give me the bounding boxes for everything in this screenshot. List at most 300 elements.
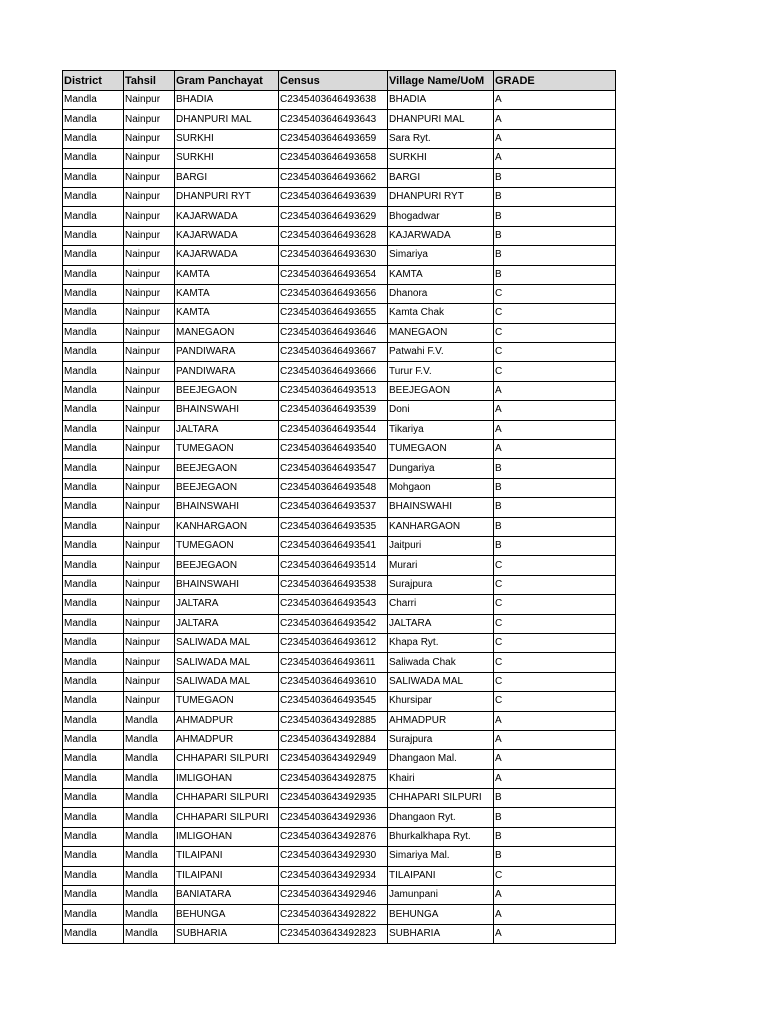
cell-grade: C — [494, 866, 616, 885]
cell-census: C2345403646493539 — [279, 401, 388, 420]
table-row — [63, 498, 616, 517]
cell-census: C2345403643492935 — [279, 789, 388, 808]
cell-tahsil: Nainpur — [124, 110, 175, 129]
table-body — [63, 91, 616, 944]
cell-tahsil: Nainpur — [124, 420, 175, 439]
cell-tahsil: Mandla — [124, 750, 175, 769]
cell-census: C2345403646493535 — [279, 517, 388, 536]
cell-village-name: Jaitpuri — [388, 536, 494, 555]
cell-grade: A — [494, 129, 616, 148]
cell-grade: C — [494, 614, 616, 633]
cell-grade: B — [494, 478, 616, 497]
cell-village-name: Kamta Chak — [388, 304, 494, 323]
cell-tahsil: Nainpur — [124, 440, 175, 459]
header-census: Census — [279, 71, 388, 91]
cell-census: C2345403646493513 — [279, 381, 388, 400]
cell-gram-panchayat: MANEGAON — [175, 323, 279, 342]
header-gram-panchayat: Gram Panchayat — [175, 71, 279, 91]
cell-tahsil: Nainpur — [124, 246, 175, 265]
cell-tahsil: Nainpur — [124, 633, 175, 652]
cell-district: Mandla — [63, 575, 124, 594]
cell-census: C2345403643492876 — [279, 827, 388, 846]
table-row — [63, 420, 616, 439]
cell-gram-panchayat: DHANPURI MAL — [175, 110, 279, 129]
cell-tahsil: Nainpur — [124, 91, 175, 110]
cell-tahsil: Nainpur — [124, 498, 175, 517]
cell-gram-panchayat: BEEJEGAON — [175, 381, 279, 400]
cell-grade: A — [494, 420, 616, 439]
cell-gram-panchayat: SALIWADA MAL — [175, 672, 279, 691]
cell-district: Mandla — [63, 905, 124, 924]
cell-grade: C — [494, 343, 616, 362]
cell-village-name: TUMEGAON — [388, 440, 494, 459]
cell-village-name: Doni — [388, 401, 494, 420]
cell-village-name: BHAINSWAHI — [388, 498, 494, 517]
cell-gram-panchayat: BANIATARA — [175, 886, 279, 905]
cell-tahsil: Nainpur — [124, 653, 175, 672]
cell-census: C2345403643492823 — [279, 924, 388, 943]
cell-gram-panchayat: KAJARWADA — [175, 246, 279, 265]
cell-census: C2345403643492946 — [279, 886, 388, 905]
cell-gram-panchayat: JALTARA — [175, 420, 279, 439]
header-district: District — [63, 71, 124, 91]
cell-district: Mandla — [63, 827, 124, 846]
cell-village-name: Surajpura — [388, 575, 494, 594]
cell-gram-panchayat: BEHUNGA — [175, 905, 279, 924]
cell-tahsil: Nainpur — [124, 692, 175, 711]
cell-tahsil: Mandla — [124, 886, 175, 905]
cell-district: Mandla — [63, 284, 124, 303]
cell-village-name: DHANPURI MAL — [388, 110, 494, 129]
cell-gram-panchayat: BEEJEGAON — [175, 459, 279, 478]
table-row — [63, 827, 616, 846]
cell-village-name: TILAIPANI — [388, 866, 494, 885]
cell-gram-panchayat: KAMTA — [175, 304, 279, 323]
cell-grade: B — [494, 498, 616, 517]
cell-gram-panchayat: CHHAPARI SILPURI — [175, 808, 279, 827]
cell-census: C2345403646493628 — [279, 226, 388, 245]
header-tahsil: Tahsil — [124, 71, 175, 91]
cell-village-name: Surajpura — [388, 730, 494, 749]
table-row — [63, 401, 616, 420]
cell-district: Mandla — [63, 129, 124, 148]
cell-district: Mandla — [63, 478, 124, 497]
cell-village-name: Dhanora — [388, 284, 494, 303]
cell-gram-panchayat: KAMTA — [175, 265, 279, 284]
cell-district: Mandla — [63, 556, 124, 575]
cell-grade: C — [494, 653, 616, 672]
cell-census: C2345403646493537 — [279, 498, 388, 517]
table-row — [63, 91, 616, 110]
cell-tahsil: Mandla — [124, 730, 175, 749]
cell-grade: A — [494, 149, 616, 168]
table-row — [63, 246, 616, 265]
cell-gram-panchayat: KAMTA — [175, 284, 279, 303]
cell-district: Mandla — [63, 304, 124, 323]
header-village-name: Village Name/UoM — [388, 71, 494, 91]
cell-village-name: CHHAPARI SILPURI — [388, 789, 494, 808]
cell-tahsil: Nainpur — [124, 401, 175, 420]
cell-census: C2345403646493666 — [279, 362, 388, 381]
cell-district: Mandla — [63, 517, 124, 536]
cell-grade: B — [494, 168, 616, 187]
cell-district: Mandla — [63, 343, 124, 362]
cell-tahsil: Mandla — [124, 789, 175, 808]
table-row — [63, 789, 616, 808]
cell-grade: B — [494, 265, 616, 284]
cell-gram-panchayat: TILAIPANI — [175, 866, 279, 885]
table-row — [63, 440, 616, 459]
table-row — [63, 459, 616, 478]
cell-district: Mandla — [63, 692, 124, 711]
cell-grade: B — [494, 459, 616, 478]
cell-village-name: Khapa Ryt. — [388, 633, 494, 652]
cell-grade: C — [494, 595, 616, 614]
table-row — [63, 614, 616, 633]
cell-census: C2345403646493638 — [279, 91, 388, 110]
cell-tahsil: Mandla — [124, 905, 175, 924]
cell-district: Mandla — [63, 789, 124, 808]
cell-census: C2345403646493548 — [279, 478, 388, 497]
cell-gram-panchayat: SUBHARIA — [175, 924, 279, 943]
table-row — [63, 886, 616, 905]
cell-tahsil: Nainpur — [124, 672, 175, 691]
cell-village-name: Murari — [388, 556, 494, 575]
cell-tahsil: Nainpur — [124, 323, 175, 342]
cell-gram-panchayat: CHHAPARI SILPURI — [175, 789, 279, 808]
cell-village-name: Dungariya — [388, 459, 494, 478]
cell-gram-panchayat: BEEJEGAON — [175, 556, 279, 575]
table-row — [63, 808, 616, 827]
cell-gram-panchayat: JALTARA — [175, 614, 279, 633]
table-row — [63, 478, 616, 497]
cell-tahsil: Nainpur — [124, 575, 175, 594]
cell-census: C2345403646493547 — [279, 459, 388, 478]
cell-village-name: Khairi — [388, 769, 494, 788]
cell-village-name: SUBHARIA — [388, 924, 494, 943]
cell-village-name: BEHUNGA — [388, 905, 494, 924]
table-row — [63, 653, 616, 672]
cell-district: Mandla — [63, 401, 124, 420]
cell-grade: A — [494, 905, 616, 924]
cell-district: Mandla — [63, 595, 124, 614]
table-row — [63, 595, 616, 614]
header-row — [63, 71, 616, 91]
cell-gram-panchayat: KAJARWADA — [175, 226, 279, 245]
cell-grade: B — [494, 536, 616, 555]
cell-census: C2345403643492930 — [279, 847, 388, 866]
cell-village-name: Charri — [388, 595, 494, 614]
cell-gram-panchayat: TUMEGAON — [175, 440, 279, 459]
cell-gram-panchayat: KAJARWADA — [175, 207, 279, 226]
cell-grade: A — [494, 381, 616, 400]
cell-tahsil: Mandla — [124, 866, 175, 885]
cell-village-name: Mohgaon — [388, 478, 494, 497]
cell-village-name: Tikariya — [388, 420, 494, 439]
cell-tahsil: Nainpur — [124, 381, 175, 400]
cell-grade: A — [494, 91, 616, 110]
cell-village-name: Turur F.V. — [388, 362, 494, 381]
cell-grade: C — [494, 633, 616, 652]
cell-tahsil: Nainpur — [124, 595, 175, 614]
cell-grade: C — [494, 692, 616, 711]
cell-village-name: Bhogadwar — [388, 207, 494, 226]
cell-grade: B — [494, 789, 616, 808]
table-row — [63, 149, 616, 168]
cell-grade: A — [494, 440, 616, 459]
cell-district: Mandla — [63, 265, 124, 284]
cell-tahsil: Nainpur — [124, 536, 175, 555]
cell-village-name: Dhangaon Ryt. — [388, 808, 494, 827]
cell-tahsil: Mandla — [124, 808, 175, 827]
table-row — [63, 556, 616, 575]
cell-gram-panchayat: DHANPURI RYT — [175, 187, 279, 206]
cell-village-name: KAMTA — [388, 265, 494, 284]
cell-gram-panchayat: SALIWADA MAL — [175, 633, 279, 652]
cell-grade: B — [494, 187, 616, 206]
cell-district: Mandla — [63, 808, 124, 827]
cell-village-name: MANEGAON — [388, 323, 494, 342]
header-grade: GRADE — [494, 71, 616, 91]
table-row — [63, 672, 616, 691]
cell-census: C2345403646493629 — [279, 207, 388, 226]
cell-census: C2345403643492936 — [279, 808, 388, 827]
cell-district: Mandla — [63, 110, 124, 129]
table-row — [63, 168, 616, 187]
cell-gram-panchayat: AHMADPUR — [175, 730, 279, 749]
cell-village-name: KANHARGAON — [388, 517, 494, 536]
cell-grade: C — [494, 575, 616, 594]
cell-grade: C — [494, 672, 616, 691]
cell-gram-panchayat: CHHAPARI SILPURI — [175, 750, 279, 769]
cell-district: Mandla — [63, 207, 124, 226]
cell-gram-panchayat: KANHARGAON — [175, 517, 279, 536]
cell-tahsil: Mandla — [124, 847, 175, 866]
table-row — [63, 381, 616, 400]
cell-grade: B — [494, 847, 616, 866]
cell-grade: A — [494, 711, 616, 730]
table-row — [63, 226, 616, 245]
cell-district: Mandla — [63, 498, 124, 517]
cell-gram-panchayat: BHAINSWAHI — [175, 498, 279, 517]
cell-gram-panchayat: BHAINSWAHI — [175, 575, 279, 594]
cell-grade: B — [494, 827, 616, 846]
cell-census: C2345403646493514 — [279, 556, 388, 575]
cell-district: Mandla — [63, 323, 124, 342]
table-row — [63, 905, 616, 924]
table-row — [63, 536, 616, 555]
cell-village-name: Bhurkalkhapa Ryt. — [388, 827, 494, 846]
cell-census: C2345403646493541 — [279, 536, 388, 555]
cell-grade: A — [494, 750, 616, 769]
cell-grade: C — [494, 362, 616, 381]
cell-village-name: AHMADPUR — [388, 711, 494, 730]
cell-gram-panchayat: BEEJEGAON — [175, 478, 279, 497]
cell-district: Mandla — [63, 226, 124, 245]
cell-tahsil: Nainpur — [124, 226, 175, 245]
cell-district: Mandla — [63, 536, 124, 555]
cell-gram-panchayat: BHADIA — [175, 91, 279, 110]
table-row — [63, 692, 616, 711]
cell-grade: C — [494, 323, 616, 342]
cell-district: Mandla — [63, 149, 124, 168]
cell-tahsil: Nainpur — [124, 187, 175, 206]
cell-village-name: SURKHI — [388, 149, 494, 168]
cell-census: C2345403646493542 — [279, 614, 388, 633]
cell-village-name: KAJARWADA — [388, 226, 494, 245]
cell-grade: A — [494, 924, 616, 943]
cell-census: C2345403643492884 — [279, 730, 388, 749]
cell-grade: A — [494, 401, 616, 420]
cell-district: Mandla — [63, 459, 124, 478]
cell-district: Mandla — [63, 711, 124, 730]
cell-district: Mandla — [63, 362, 124, 381]
cell-district: Mandla — [63, 886, 124, 905]
cell-grade: A — [494, 769, 616, 788]
cell-census: C2345403646493630 — [279, 246, 388, 265]
cell-district: Mandla — [63, 440, 124, 459]
cell-census: C2345403646493662 — [279, 168, 388, 187]
cell-census: C2345403643492875 — [279, 769, 388, 788]
table-row — [63, 730, 616, 749]
table-row — [63, 284, 616, 303]
cell-grade: B — [494, 808, 616, 827]
table-row — [63, 362, 616, 381]
cell-gram-panchayat: IMLIGOHAN — [175, 769, 279, 788]
cell-census: C2345403646493646 — [279, 323, 388, 342]
cell-gram-panchayat: PANDIWARA — [175, 362, 279, 381]
cell-district: Mandla — [63, 614, 124, 633]
cell-tahsil: Nainpur — [124, 343, 175, 362]
cell-grade: C — [494, 304, 616, 323]
cell-district: Mandla — [63, 730, 124, 749]
cell-tahsil: Mandla — [124, 769, 175, 788]
cell-tahsil: Nainpur — [124, 556, 175, 575]
cell-tahsil: Nainpur — [124, 517, 175, 536]
cell-gram-panchayat: SURKHI — [175, 149, 279, 168]
cell-tahsil: Nainpur — [124, 459, 175, 478]
cell-tahsil: Nainpur — [124, 362, 175, 381]
cell-census: C2345403646493658 — [279, 149, 388, 168]
cell-tahsil: Nainpur — [124, 614, 175, 633]
cell-census: C2345403646493610 — [279, 672, 388, 691]
cell-district: Mandla — [63, 653, 124, 672]
cell-grade: A — [494, 110, 616, 129]
cell-census: C2345403646493540 — [279, 440, 388, 459]
cell-district: Mandla — [63, 769, 124, 788]
cell-grade: C — [494, 556, 616, 575]
cell-village-name: Patwahi F.V. — [388, 343, 494, 362]
cell-census: C2345403643492934 — [279, 866, 388, 885]
cell-gram-panchayat: TUMEGAON — [175, 692, 279, 711]
cell-gram-panchayat: PANDIWARA — [175, 343, 279, 362]
cell-census: C2345403643492822 — [279, 905, 388, 924]
cell-grade: B — [494, 517, 616, 536]
table-row — [63, 129, 616, 148]
cell-grade: A — [494, 730, 616, 749]
cell-tahsil: Mandla — [124, 711, 175, 730]
cell-village-name: JALTARA — [388, 614, 494, 633]
cell-district: Mandla — [63, 187, 124, 206]
table-row — [63, 207, 616, 226]
cell-district: Mandla — [63, 168, 124, 187]
cell-district: Mandla — [63, 672, 124, 691]
cell-census: C2345403646493544 — [279, 420, 388, 439]
cell-district: Mandla — [63, 847, 124, 866]
table-row — [63, 711, 616, 730]
cell-census: C2345403646493639 — [279, 187, 388, 206]
cell-district: Mandla — [63, 750, 124, 769]
table-row — [63, 517, 616, 536]
cell-district: Mandla — [63, 924, 124, 943]
table-row — [63, 769, 616, 788]
cell-village-name: BARGI — [388, 168, 494, 187]
cell-tahsil: Nainpur — [124, 168, 175, 187]
cell-district: Mandla — [63, 633, 124, 652]
cell-grade: B — [494, 226, 616, 245]
table-row — [63, 323, 616, 342]
table-row — [63, 750, 616, 769]
table-row — [63, 110, 616, 129]
table-row — [63, 265, 616, 284]
cell-district: Mandla — [63, 246, 124, 265]
cell-census: C2345403646493667 — [279, 343, 388, 362]
table-row — [63, 304, 616, 323]
cell-district: Mandla — [63, 866, 124, 885]
cell-census: C2345403646493654 — [279, 265, 388, 284]
cell-census: C2345403646493655 — [279, 304, 388, 323]
cell-village-name: SALIWADA MAL — [388, 672, 494, 691]
cell-gram-panchayat: IMLIGOHAN — [175, 827, 279, 846]
cell-village-name: Dhangaon Mal. — [388, 750, 494, 769]
cell-tahsil: Nainpur — [124, 478, 175, 497]
cell-census: C2345403646493543 — [279, 595, 388, 614]
cell-census: C2345403646493611 — [279, 653, 388, 672]
cell-district: Mandla — [63, 91, 124, 110]
cell-village-name: Simariya Mal. — [388, 847, 494, 866]
cell-grade: B — [494, 207, 616, 226]
cell-grade: A — [494, 886, 616, 905]
table-row — [63, 633, 616, 652]
cell-gram-panchayat: SALIWADA MAL — [175, 653, 279, 672]
cell-tahsil: Nainpur — [124, 207, 175, 226]
cell-gram-panchayat: BHAINSWAHI — [175, 401, 279, 420]
cell-grade: C — [494, 284, 616, 303]
cell-village-name: Khursipar — [388, 692, 494, 711]
cell-village-name: Sara Ryt. — [388, 129, 494, 148]
cell-tahsil: Nainpur — [124, 129, 175, 148]
cell-tahsil: Mandla — [124, 924, 175, 943]
cell-village-name: Jamunpani — [388, 886, 494, 905]
cell-tahsil: Nainpur — [124, 284, 175, 303]
cell-census: C2345403646493538 — [279, 575, 388, 594]
cell-census: C2345403643492885 — [279, 711, 388, 730]
village-grade-table — [62, 70, 616, 944]
cell-district: Mandla — [63, 420, 124, 439]
table-row — [63, 847, 616, 866]
table-header — [63, 71, 616, 91]
cell-census: C2345403646493643 — [279, 110, 388, 129]
cell-gram-panchayat: SURKHI — [175, 129, 279, 148]
cell-census: C2345403646493612 — [279, 633, 388, 652]
cell-tahsil: Nainpur — [124, 149, 175, 168]
cell-census: C2345403643492949 — [279, 750, 388, 769]
table-row — [63, 575, 616, 594]
cell-census: C2345403646493545 — [279, 692, 388, 711]
cell-village-name: DHANPURI RYT — [388, 187, 494, 206]
cell-gram-panchayat: TUMEGAON — [175, 536, 279, 555]
cell-village-name: BHADIA — [388, 91, 494, 110]
